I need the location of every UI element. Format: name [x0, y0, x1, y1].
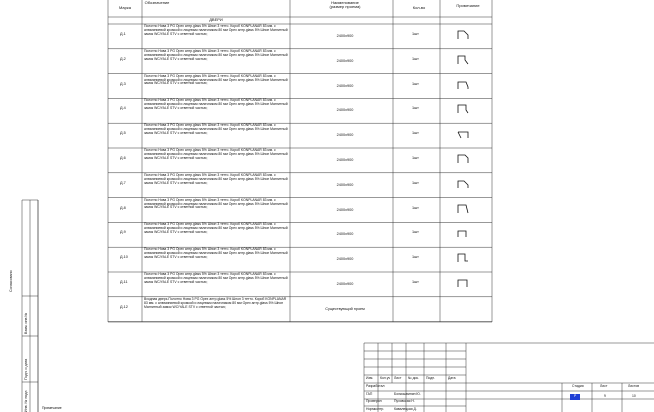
row-mark: Д.7	[120, 180, 126, 185]
row-size: 2400х900	[336, 182, 354, 187]
header-designation: Обозначение	[144, 0, 170, 5]
row-qty: 1шт	[412, 280, 419, 284]
row-size: 2400х900	[336, 158, 354, 162]
row-qty: 1шт	[412, 56, 419, 61]
title-block-role: ГАП	[366, 391, 373, 396]
row-description: Полотно Нова 3 PG Орех антр.glass 5% Шпон 3 тетто. Короб KONPLANAR 83 мм. с алюминиевой кромкой и лицевым наличником 80 мм Орех антр.glass 5% Шпон Магнитный замок WC/YALE STV с ответной частью;	[144, 123, 288, 135]
sheets-label: Листов	[628, 384, 640, 388]
door-profile-sketch	[456, 252, 470, 264]
row-size: 2400х900	[336, 133, 354, 138]
row-mark: Д.3	[120, 81, 126, 86]
title-block-name: Болкошвинин Ю.	[394, 391, 421, 396]
door-profile-sketch	[456, 153, 470, 165]
row-mark: Д.12	[120, 304, 128, 309]
row-description: Полотно Нова 3 PG Орех антр.glass 5% Шпон 3 тетто. Короб KONPLANAR 83 мм. с алюминиевой кромкой и лицевым наличником 80 мм Орех антр.glass 5% Шпон Магнитный замок WC/YALE STV с ответной частью;	[144, 148, 288, 160]
row-qty: 1шт	[412, 255, 419, 260]
door-profile-sketch	[456, 128, 470, 140]
row-size: 2400х900	[336, 58, 354, 63]
row-mark: Д.10	[120, 255, 128, 260]
stamp-inv-number: Инв. № подл.	[24, 389, 28, 412]
title-block-col: Подп.	[426, 376, 436, 380]
title-block-name: Пуховская Н.	[394, 399, 415, 403]
door-profile-sketch	[456, 203, 470, 215]
stamp-approved: Согласовано	[9, 270, 13, 292]
row-mark: Д.9	[120, 230, 126, 235]
title-block-col: Лист	[394, 376, 402, 380]
sheet-label: Лист	[600, 384, 608, 388]
row-description: Полотно Нова 3 PG Орех антр.glass 5% Шпон 3 тетто. Короб KONPLANAR 83 мм. с алюминиевой кромкой и лицевым наличником 80 мм Орех антр.glass 5% Шпон Магнитный замок WC/YALE STV с ответной частью;	[144, 272, 288, 284]
row-size: 2400х900	[336, 257, 354, 262]
row-mark: Д.4	[120, 106, 126, 111]
row-mark: Д.1	[120, 32, 126, 36]
stage-value: Р	[574, 394, 577, 398]
row-qty: 1шт	[412, 32, 419, 36]
row-description: Полотно Нова 3 PG Орех антр.glass 5% Шпон 3 тетто. Короб KONPLANAR 83 мм. с алюминиевой кромкой и лицевым наличником 80 мм Орех антр.glass 5% Шпон Магнитный замок WC/YALE STV с ответной частью;	[144, 247, 288, 259]
row-mark: Д.6	[120, 156, 126, 160]
header-qty: Кол-во	[412, 5, 426, 10]
row-size: 2400х900	[336, 232, 354, 237]
row-qty: 1шт	[412, 81, 419, 86]
title-block-name: Кавалецкая Д.	[394, 406, 417, 411]
row-qty: 1шт	[412, 180, 419, 185]
row-qty: 1шт	[412, 131, 419, 136]
title-block-role: Разработал	[366, 384, 385, 388]
stamp-sign-date: Подп. и дата	[24, 358, 28, 380]
stage-label: Стадия	[572, 384, 584, 388]
title-block-col: Кол.уч	[380, 376, 391, 380]
door-profile-sketch	[456, 277, 470, 289]
row-description: Полотно Нова 3 PG Орех антр.glass 5% Шпон 3 тетто. Короб KONPLANAR 83 мм. с алюминиевой кромкой и лицевым наличником 80 мм Орех антр.glass 5% Шпон Магнитный замок WC/YALE STV с ответной частью;	[144, 172, 288, 185]
door-profile-sketch	[456, 29, 470, 41]
header-name: Наименование (размер проема)	[329, 0, 361, 10]
row-qty: 1шт	[412, 205, 419, 210]
row-qty: 1шт	[412, 156, 419, 160]
row-mark: Д.11	[120, 280, 128, 284]
title-block-role: Проверил	[366, 399, 382, 403]
section-title: ДВЕРИ	[209, 17, 223, 22]
door-profile-sketch	[456, 54, 470, 66]
row-description: Полотно Нова 3 PG Орех антр.glass 5% Шпон 3 тетто. Короб KONPLANAR 83 мм. с алюминиевой кромкой и лицевым наличником 80 мм Орех антр.glass 5% Шпон Магнитный замок WC/YALE STV с ответной частью;	[144, 222, 288, 235]
row-description: Полотно Нова 3 PG Орех антр.glass 5% Шпон 3 тетто. Короб KONPLANAR 83 мм. с алюминиевой кромкой и лицевым наличником 80 мм Орех антр.glass 5% Шпон Магнитный замок WC/YALE STV с ответной частью;	[144, 48, 288, 61]
header-note: Примечание	[456, 3, 480, 8]
title-block-col: Изм.	[366, 376, 374, 380]
row-description: Входная дверь Полотно Нова 3 PG Орех антр.glass 5% Шпон 3 тетто. Короб KONPLANAR 83 мм. с алюминиевой кромкой и лицевым наличником 80 мм Орех антр.glass 5% Шпон Магнитный замок WC/YALE STV с ответной частью;	[144, 296, 287, 309]
title-block-col: Дата	[448, 376, 456, 380]
row-size: 2400х900	[336, 34, 354, 38]
row-mark: Д.2	[120, 56, 126, 61]
row-description: Полотно Нова 3 PG Орех антр.glass 5% Шпон 3 тетто. Короб KONPLANAR 83 мм. с алюминиевой кромкой и лицевым наличником 80 мм Орех антр.glass 5% Шпон Магнитный замок WC/YALE STV с ответной частью;	[144, 197, 288, 210]
title-block-col: № док.	[408, 376, 419, 380]
row-size: Существующий проем	[325, 306, 365, 311]
door-profile-sketch	[456, 79, 470, 91]
row-description: Полотно Нова 3 PG Орех антр.glass 5% Шпон 3 тетто. Короб KONPLANAR 83 мм. с алюминиевой кромкой и лицевым наличником 80 мм Орех антр.glass 5% Шпон Магнитный замок WC/YALE STV с ответной частью;	[144, 98, 288, 111]
door-profile-sketch	[456, 103, 470, 115]
row-description: Полотно Нова 3 PG Орех антр.glass 5% Шпон 3 тетто. Короб KONPLANAR 83 мм. с алюминиевой кромкой и лицевым наличником 80 мм Орех антр.glass 5% Шпон Магнитный замок WC/YALE STV с ответной частью;	[144, 73, 288, 86]
row-mark: Д.5	[120, 131, 126, 136]
row-qty: 1шт	[412, 230, 419, 235]
sheet-value: 9	[604, 394, 606, 398]
row-description: Полотно Нова 3 PG Орех антр.glass 5% Шпон 3 тетто. Короб KONPLANAR 83 мм. с алюминиевой кромкой и лицевым наличником 80 мм Орех антр.glass 5% Шпон Магнитный замок WC/YALE STV с ответной частью;	[144, 24, 288, 36]
row-size: 2400х900	[336, 83, 354, 88]
bottom-left-note: Примечание	[42, 406, 62, 410]
row-size: 2400х900	[336, 108, 354, 113]
header-mark: Марка	[119, 5, 131, 10]
row-size: 2400х900	[336, 207, 354, 212]
door-profile-sketch	[456, 227, 470, 239]
door-profile-sketch	[456, 178, 470, 190]
row-qty: 1шт	[412, 106, 419, 111]
sheets-value: 10	[632, 394, 636, 398]
title-block-role: Нормконтр.	[366, 406, 385, 411]
row-size: 2400х900	[336, 282, 354, 286]
stamp-replace-inv: Взам. инв.№	[24, 312, 28, 334]
row-mark: Д.8	[120, 205, 126, 210]
